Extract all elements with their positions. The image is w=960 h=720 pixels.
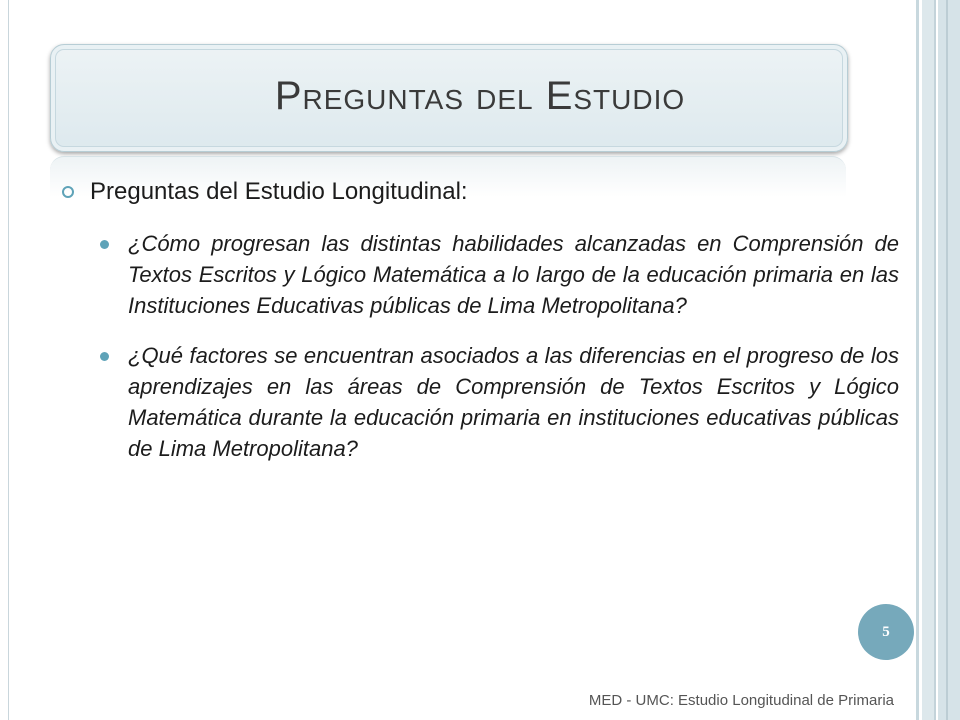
dot-bullet-icon xyxy=(100,240,109,249)
ring-bullet-icon xyxy=(62,186,74,198)
question-item xyxy=(128,340,899,464)
question-text: ¿Qué factores se encuentran asociados a las diferencias en el progreso de los aprendizajes en las áreas de Comprensión de Textos Escritos y Lógico Matemática durante la educación primaria en instituciones educativas públicas de Lima Metropolitana? xyxy=(128,343,899,461)
level1-item xyxy=(60,172,846,212)
slide-title: Preguntas del Estudio xyxy=(274,74,686,118)
page-number-badge: 5 xyxy=(858,604,914,660)
question-item xyxy=(128,228,899,321)
footer-text: MED - UMC: Estudio Longitudinal de Primaria xyxy=(588,692,894,709)
dot-bullet-icon xyxy=(100,352,109,361)
slide-content xyxy=(60,172,899,464)
question-text: ¿Cómo progresan las distintas habilidades alcanzadas en Comprensión de Textos Escritos y Lógico Matemática a lo largo de la educación primaria en las Instituciones Educativas públicas de Lima Metropolitana? xyxy=(128,231,899,318)
section-heading: Preguntas del Estudio Longitudinal: xyxy=(90,178,468,205)
